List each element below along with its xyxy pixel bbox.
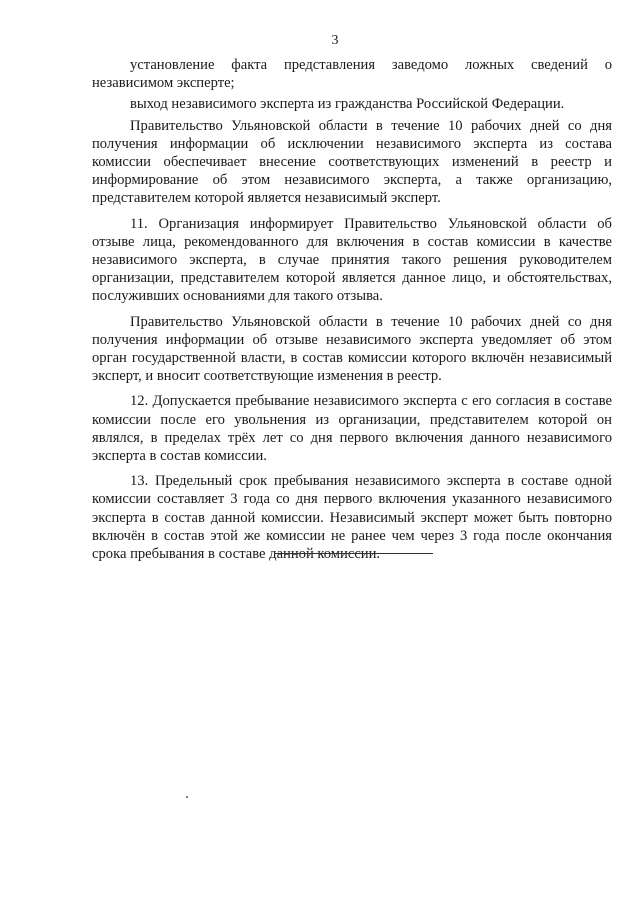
paragraph-citizenship-exit: выход независимого эксперта из гражданства Российской Федерации. bbox=[130, 96, 565, 113]
document-body bbox=[92, 56, 612, 570]
paragraph-item-11: 11. Организация информирует Правительство Ульяновской области об отзыве лица, рекомендованного для включения в состав комиссии в качестве независимого эксперта, в случае принятия такого решения руководителем организации, представителем которой является данное лицо, и обстоятельствах, послуживших основаниями для такого отзыва. bbox=[92, 215, 612, 305]
paragraph-false-info: установление факта представления заведомо ложных сведений о независимом эксперте; bbox=[92, 57, 612, 92]
page-number: 3 bbox=[331, 33, 339, 48]
paragraph-item-12: 12. Допускается пребывание независимого эксперта с его согласия в составе комиссии после его увольнения из организации, представителем которой он являлся, в пределах трёх лет со дня первого включения данного независимого эксперта в состав комиссии. bbox=[92, 393, 612, 465]
scan-speck bbox=[186, 796, 188, 798]
paragraph-withdrawal-notice: Правительство Ульяновской области в течение 10 рабочих дней со дня получения информации об отзыве независимого эксперта уведомляет об этом орган государственной власти, в состав комиссии которого включён независимый эксперт, и вносит соответствующие изменения в реестр. bbox=[92, 313, 612, 385]
paragraph-item-13: 13. Предельный срок пребывания независимого эксперта в составе одной комиссии составляет 3 года со дня первого включения указанного независимого эксперта в состав данной комиссии. Независимый эксперт может быть повторно включён в состав этой же комиссии не ранее чем через 3 года после окончания срока пребывания в составе данной комиссии. bbox=[92, 473, 612, 563]
paragraph-exclusion-notice: Правительство Ульяновской области в течение 10 рабочих дней со дня получения информации об исключении независимого эксперта из состава комиссии обеспечивает внесение соответствующих изменений в реестр и информирование об этом независимого эксперта, а также организацию, представителем которой является независимый эксперт. bbox=[92, 117, 612, 207]
end-separator-line bbox=[274, 553, 433, 554]
